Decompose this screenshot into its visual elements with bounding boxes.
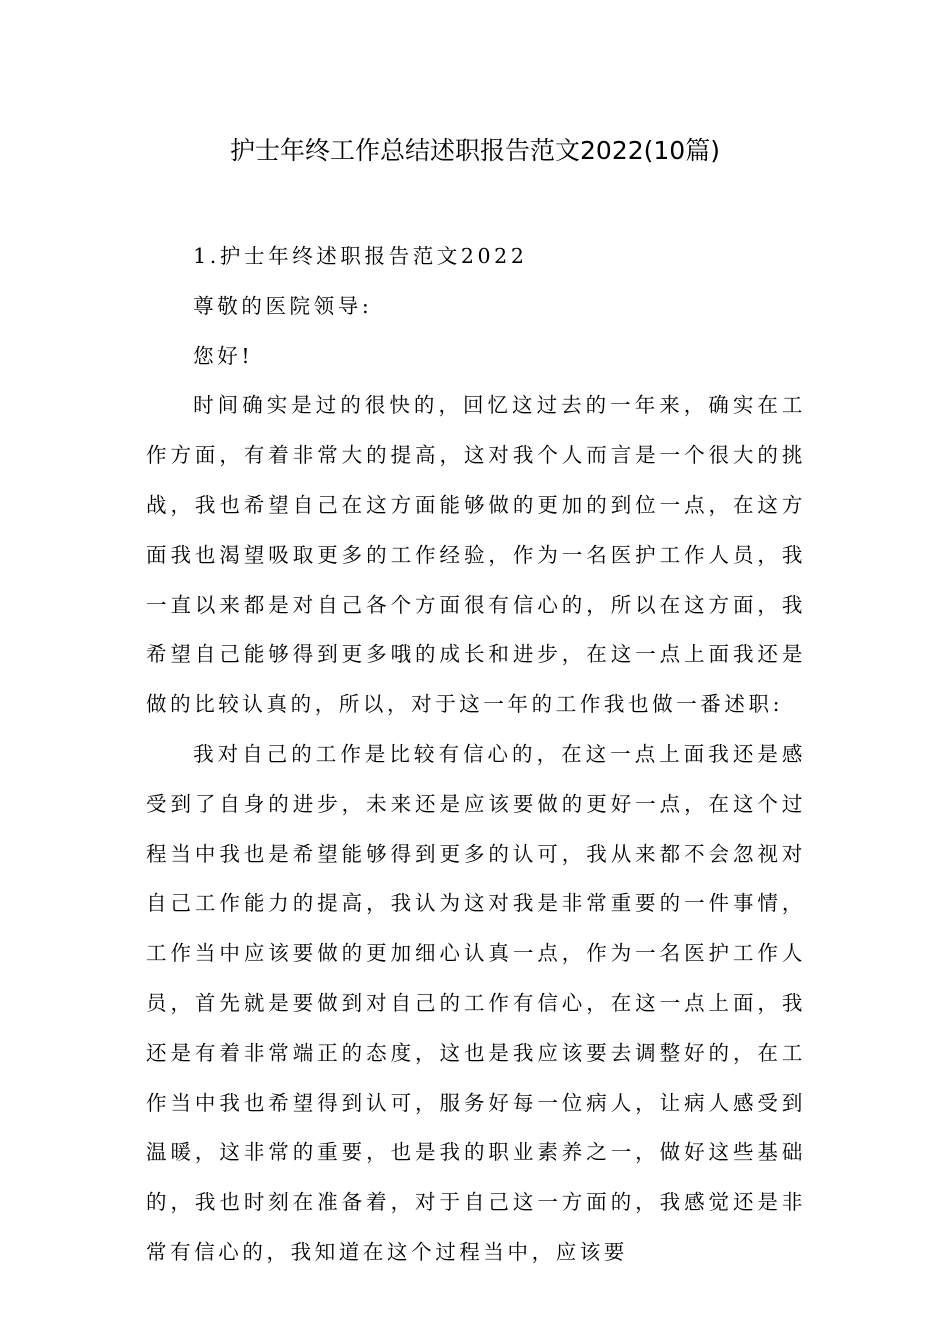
section-heading: 1.护士年终述职报告范文2022 xyxy=(193,244,528,268)
document-body xyxy=(146,232,806,1278)
salutation: 尊敬的医院领导: xyxy=(193,293,373,318)
document-title: 护士年终工作总结述职报告范文2022(10篇) xyxy=(230,136,720,165)
body-paragraph: 我对自己的工作是比较有信心的，在这一点上面我还是感受到了自身的进步，未来还是应该要做的更好一点，在这个过程当中我也是希望能够得到更多的认可，我从来都不会忽视对自己工作能力的提高，我认为这对我是非常重要的一件事情，工作当中应该要做的更加细心认真一点，作为一名医护工作人员，首先就是要做到对自己的工作有信心，在这一点上面，我还是有着非常端正的态度，这也是我应该要去调整好的，在工作当中我也希望得到认可，服务好每一位病人，让病人感受到温暖，这非常的重要，也是我的职业素养之一，做好这些基础的，我也时刻在准备着，对于自己这一方面的，我感觉还是非常有信心的，我知道在这个过程当中，应该要 xyxy=(146,741,806,1264)
body-paragraph: 时间确实是过的很快的，回忆这过去的一年来，确实在工作方面，有着非常大的提高，这对我个人而言是一个很大的挑战，我也希望自己在这方面能够做的更加的到位一点，在这方面我也渴望吸取更多的工作经验，作为一名医护工作人员，我一直以来都是对自己各个方面很有信心的，所以在这方面，我希望自己能够得到更多哦的成长和进步，在这一点上面我还是做的比较认真的，所以，对于这一年的工作我也做一番述职: xyxy=(146,393,806,717)
greeting: 您好! xyxy=(193,343,254,368)
